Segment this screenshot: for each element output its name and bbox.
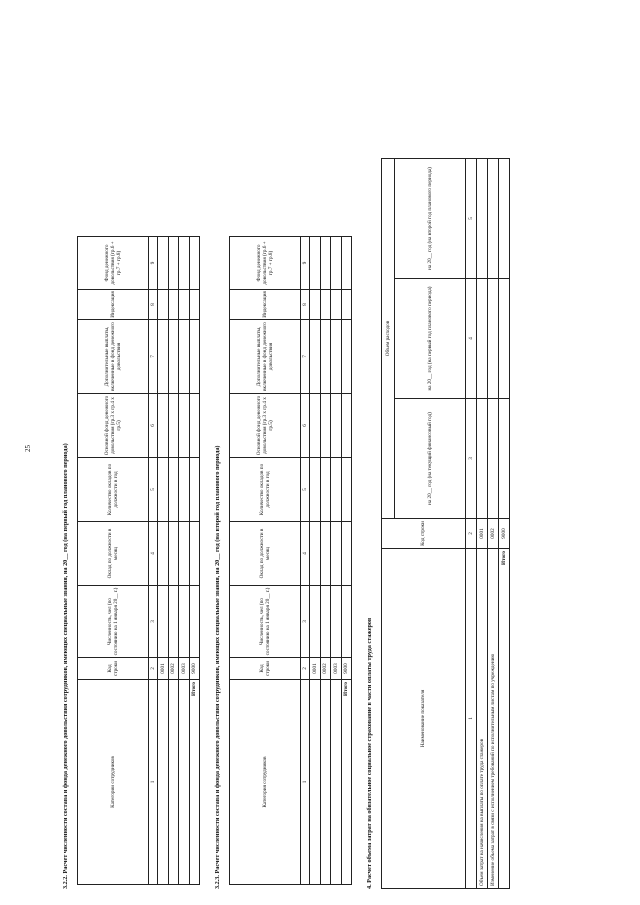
- table-row: [320, 237, 331, 885]
- total-value-cell[interactable]: [189, 394, 200, 458]
- total-value-cell[interactable]: [189, 458, 200, 522]
- table-header-row: [230, 237, 301, 885]
- total-value-cell[interactable]: [189, 290, 200, 320]
- value-cell[interactable]: [158, 522, 169, 586]
- total-value-cell[interactable]: [499, 399, 510, 519]
- total-row: [189, 237, 200, 885]
- header-headcount: Численность, чел (по состоянию на 1 января 20__ г.): [78, 586, 149, 658]
- value-cell[interactable]: [320, 320, 331, 394]
- value-cell[interactable]: [477, 279, 488, 399]
- value-cell[interactable]: [158, 586, 169, 658]
- header-code: Код строки: [78, 658, 149, 680]
- code-cell: 0003: [179, 658, 190, 680]
- col-num: 3: [466, 399, 477, 519]
- header-salary-month: Оклад по должности в месяц: [78, 522, 149, 586]
- col-num: 6: [301, 394, 310, 458]
- code-cell: 0002: [488, 519, 499, 549]
- header-salaries-per-year: Количество окладов по должности в год: [230, 458, 301, 522]
- value-cell[interactable]: [310, 394, 321, 458]
- code-cell: 0002: [320, 658, 331, 680]
- value-cell[interactable]: [331, 522, 342, 586]
- value-cell[interactable]: [158, 237, 169, 290]
- rotated-page-content: [58, 70, 507, 895]
- header-category: Категория сотрудников: [230, 680, 301, 885]
- header-indexation: Индексация: [230, 290, 301, 320]
- value-cell[interactable]: [158, 458, 169, 522]
- value-cell[interactable]: [179, 522, 190, 586]
- page-number: 25: [24, 445, 32, 452]
- value-cell[interactable]: [320, 458, 331, 522]
- header-first-plan-year: на 20__ год (на первый год планового периода): [395, 279, 466, 399]
- code-cell: 0001: [310, 658, 321, 680]
- value-cell[interactable]: [320, 586, 331, 658]
- total-value-cell[interactable]: [341, 320, 352, 394]
- value-cell[interactable]: [179, 458, 190, 522]
- code-cell: 0003: [331, 658, 342, 680]
- value-cell[interactable]: [310, 586, 321, 658]
- header-additional-payments: Дополнительные выплаты, включенные в фонд денежного довольствия: [230, 320, 301, 394]
- value-cell[interactable]: [331, 237, 342, 290]
- table-header-row: [78, 237, 149, 885]
- category-cell[interactable]: [331, 680, 342, 885]
- header-total-fund: Фонд денежного довольствия (гр.6 + гр.7 + гр.8): [230, 237, 301, 290]
- header-current-year: на 20__ год (на текущий финансовый год): [395, 399, 466, 519]
- category-cell[interactable]: [310, 680, 321, 885]
- value-cell[interactable]: [158, 290, 169, 320]
- value-cell[interactable]: [168, 522, 179, 586]
- code-cell: 0001: [158, 658, 169, 680]
- value-cell[interactable]: [310, 237, 321, 290]
- value-cell[interactable]: [310, 522, 321, 586]
- col-num: 4: [466, 279, 477, 399]
- total-value-cell[interactable]: [499, 279, 510, 399]
- col-num: 6: [149, 394, 158, 458]
- value-cell[interactable]: [179, 237, 190, 290]
- total-value-cell[interactable]: [341, 394, 352, 458]
- col-num: 9: [301, 237, 310, 290]
- staff-table-second-year: [229, 236, 352, 885]
- code-cell: 0002: [168, 658, 179, 680]
- value-cell[interactable]: [331, 320, 342, 394]
- table-row: [488, 159, 499, 889]
- col-num: 2: [301, 658, 310, 680]
- category-cell[interactable]: [179, 680, 190, 885]
- col-num: 4: [149, 522, 158, 586]
- table-header-row: [382, 159, 395, 889]
- header-code: Код строки: [382, 519, 466, 549]
- value-cell[interactable]: [488, 159, 499, 279]
- value-cell[interactable]: [477, 159, 488, 279]
- header-headcount: Численность, чел (по состоянию на 1 января 20__ г.): [230, 586, 301, 658]
- value-cell[interactable]: [179, 394, 190, 458]
- value-cell[interactable]: [331, 290, 342, 320]
- column-number-row: [301, 237, 310, 885]
- value-cell[interactable]: [488, 399, 499, 519]
- col-num: 1: [466, 549, 477, 889]
- table-row: [331, 237, 342, 885]
- col-num: 1: [149, 680, 158, 885]
- total-value-cell[interactable]: [341, 586, 352, 658]
- value-cell[interactable]: [179, 586, 190, 658]
- header-salaries-per-year: Количество окладов по должности в год: [78, 458, 149, 522]
- table-row: [477, 159, 488, 889]
- total-label: Итого: [189, 680, 200, 885]
- total-value-cell[interactable]: [189, 522, 200, 586]
- table-row: [310, 237, 321, 885]
- value-cell[interactable]: [477, 399, 488, 519]
- total-value-cell[interactable]: [341, 237, 352, 290]
- col-num: 2: [149, 658, 158, 680]
- total-label: Итого: [499, 549, 510, 889]
- header-indexation: Индексация: [78, 290, 149, 320]
- column-number-row: [149, 237, 158, 885]
- indicator-name: Изменение объема затрат в связи с исполнением требований по исполнительным листам по учреждению: [488, 549, 499, 889]
- total-row: [499, 159, 510, 889]
- value-cell[interactable]: [320, 522, 331, 586]
- value-cell[interactable]: [310, 458, 321, 522]
- table-row: [158, 237, 169, 885]
- value-cell[interactable]: [179, 320, 190, 394]
- col-num: 1: [301, 680, 310, 885]
- total-value-cell[interactable]: [499, 159, 510, 279]
- value-cell[interactable]: [331, 458, 342, 522]
- value-cell[interactable]: [179, 290, 190, 320]
- total-value-cell[interactable]: [189, 586, 200, 658]
- value-cell[interactable]: [168, 394, 179, 458]
- total-code: 9000: [341, 658, 352, 680]
- total-label: Итого: [341, 680, 352, 885]
- value-cell[interactable]: [168, 458, 179, 522]
- header-total-fund: Фонд денежного довольствия (гр.6 + гр.7 + гр.8): [78, 237, 149, 290]
- header-additional-payments: Дополнительные выплаты, включенные в фонд денежного довольствия: [78, 320, 149, 394]
- value-cell[interactable]: [168, 320, 179, 394]
- header-category: Категории сотрудников: [78, 680, 149, 885]
- total-value-cell[interactable]: [341, 522, 352, 586]
- category-cell[interactable]: [168, 680, 179, 885]
- value-cell[interactable]: [168, 290, 179, 320]
- value-cell[interactable]: [310, 290, 321, 320]
- table-row: [168, 237, 179, 885]
- total-code: 9000: [189, 658, 200, 680]
- col-num: 7: [149, 320, 158, 394]
- value-cell[interactable]: [158, 320, 169, 394]
- category-cell[interactable]: [320, 680, 331, 885]
- section-title-3-2-3: 3.2.3. Расчет численности состава и фонда денежного довольствия сотрудников, имеющих специальные звания, на 20__ год (на второй год планового периода): [214, 445, 221, 889]
- header-salary-month: Оклад по должности в месяц: [230, 522, 301, 586]
- col-num: 8: [301, 290, 310, 320]
- header-base-fund: Основной фонд денежного довольствия (гр.3 х гр.4 х гр.5): [78, 394, 149, 458]
- value-cell[interactable]: [310, 320, 321, 394]
- col-num: 9: [149, 237, 158, 290]
- value-cell[interactable]: [488, 279, 499, 399]
- col-num: 3: [301, 586, 310, 658]
- total-value-cell[interactable]: [341, 290, 352, 320]
- code-cell: 0001: [477, 519, 488, 549]
- col-num: 3: [149, 586, 158, 658]
- col-num: 7: [301, 320, 310, 394]
- col-num: 5: [149, 458, 158, 522]
- total-value-cell[interactable]: [341, 458, 352, 522]
- value-cell[interactable]: [320, 237, 331, 290]
- value-cell[interactable]: [331, 586, 342, 658]
- total-code: 9000: [499, 519, 510, 549]
- col-num: 2: [466, 519, 477, 549]
- header-indicator-name: Наименование показателя: [382, 549, 466, 889]
- value-cell[interactable]: [320, 394, 331, 458]
- insurance-costs-table: [381, 158, 510, 889]
- indicator-name: Объем затрат на начисления на выплаты по оплате труда стажеров: [477, 549, 488, 889]
- column-number-row: [466, 159, 477, 889]
- value-cell[interactable]: [168, 237, 179, 290]
- header-second-plan-year: на 20__ год (на второй год планового периода): [395, 159, 466, 279]
- header-volume: Объем расходов: [382, 159, 395, 519]
- header-base-fund: Основной фонд денежного довольствия (гр.3 х гр.4 х гр.5): [230, 394, 301, 458]
- value-cell[interactable]: [320, 290, 331, 320]
- col-num: 4: [301, 522, 310, 586]
- value-cell[interactable]: [158, 394, 169, 458]
- total-row: [341, 237, 352, 885]
- value-cell[interactable]: [168, 586, 179, 658]
- table-row: [179, 237, 190, 885]
- section-title-3-2-2: 3.2.2. Расчет численности состава и фонда денежного довольствия сотрудников, имеющих специальные звания, на 20__ год (на первый год планового периода): [62, 443, 69, 889]
- col-num: 8: [149, 290, 158, 320]
- staff-table-first-year: [77, 236, 200, 885]
- col-num: 5: [301, 458, 310, 522]
- total-value-cell[interactable]: [189, 237, 200, 290]
- header-code: Код строки: [230, 658, 301, 680]
- value-cell[interactable]: [331, 394, 342, 458]
- total-value-cell[interactable]: [189, 320, 200, 394]
- category-cell[interactable]: [158, 680, 169, 885]
- section-title-4: 4. Расчет объема затрат на обязательное социальное страхование в части оплаты труда стажеров: [366, 617, 373, 889]
- col-num: 5: [466, 159, 477, 279]
